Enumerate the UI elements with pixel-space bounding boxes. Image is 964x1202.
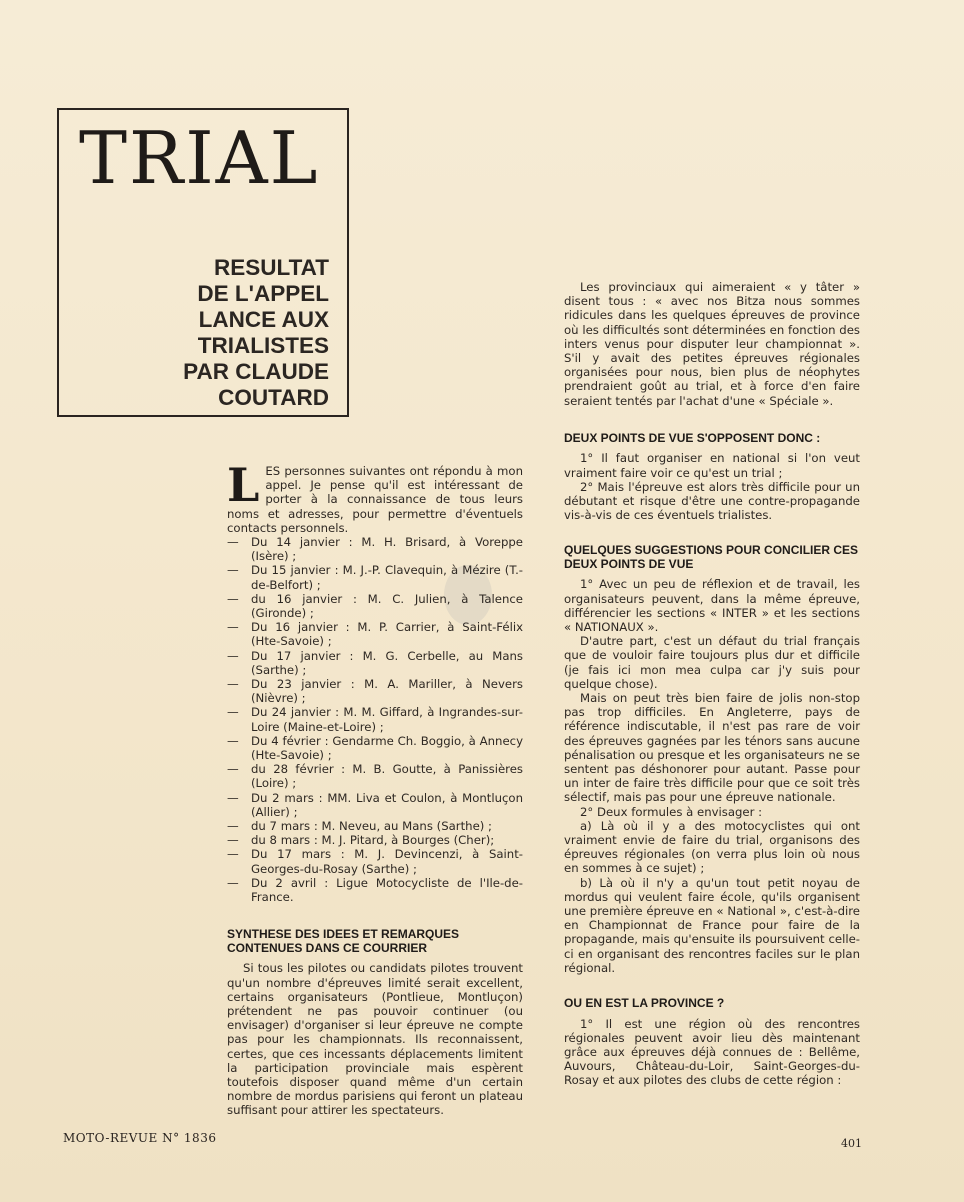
- article-title: TRIAL: [79, 116, 320, 200]
- section-heading-suggestions: QUELQUES SUGGESTIONS POUR CONCILIER CES DEUX POINTS DE VUE: [564, 543, 859, 571]
- intro-text: ES personnes suivantes ont répondu à mon appel. Je pense qu'il est intéressant de porter à la connaissance de tous leurs noms et adresses, pour permettre d'éventuels contacts personnels.: [227, 464, 523, 535]
- subtitle-line: COUTARD: [218, 385, 329, 410]
- subtitle-line: PAR CLAUDE: [183, 359, 329, 384]
- list-item: — Du 16 janvier : M. P. Carrier, à Saint-Félix (Hte-Savoie) ;: [227, 620, 523, 648]
- list-item: — du 7 mars : M. Neveu, au Mans (Sarthe) ;: [227, 819, 523, 833]
- footer-magazine: MOTO-REVUE N° 1836: [63, 1131, 217, 1145]
- list-item: — du 8 mars : M. J. Pitard, à Bourges (Cher);: [227, 833, 523, 847]
- list-item: — du 28 février : M. B. Goutte, à Panissières (Loire) ;: [227, 762, 523, 790]
- section-heading-synthese: SYNTHESE DES IDEES ET REMARQUES CONTENUES DANS CE COURRIER: [227, 927, 460, 955]
- list-item: — Du 17 mars : M. J. Devincenzi, à Saint-Georges-du-Rosay (Sarthe) ;: [227, 847, 523, 875]
- dropcap: L: [227, 458, 260, 512]
- list-item: — Du 23 janvier : M. A. Mariller, à Nevers (Nièvre) ;: [227, 677, 523, 705]
- list-item: — Du 14 janvier : M. H. Brisard, à Voreppe (Isère) ;: [227, 535, 523, 563]
- list-item: — Du 24 janvier : M. M. Giffard, à Ingrandes-sur-Loire (Maine-et-Loire) ;: [227, 705, 523, 733]
- paragraph: a) Là où il y a des motocyclistes qui ont vraiment envie de faire du trial, organisons des épreuves régionales (on verra plus loin où nous en sommes à ce sujet) ;: [564, 818, 860, 876]
- section-heading-province: OU EN EST LA PROVINCE ?: [564, 996, 725, 1011]
- list-item: — Du 4 février : Gendarme Ch. Boggio, à Annecy (Hte-Savoie) ;: [227, 734, 523, 762]
- synthese-paragraph: Si tous les pilotes ou candidats pilotes trouvent qu'un nombre d'épreuves limité serait excellent, certains organisateurs (Pontlieue, Montluçon) prétendent ne pas pouvoir continuer (ou envisager) d'organiser si leur épreuve ne compte pas pour les championnats. Ils reconnaissent, certes, que ces incessants déplacements limitent la participation provinciale mais espèrent toutefois disposer quand même d'un certain nombre de mordus parisiens qui feront un plateau suffisant pour attirer les spectateurs.: [227, 961, 523, 1118]
- subtitle-line: DE L'APPEL: [197, 281, 329, 306]
- paragraph: D'autre part, c'est un défaut du trial français que de vouloir faire toujours plus dur et difficile (je fais ici mon mea culpa car j'y suis pour quelque chose).: [564, 634, 860, 691]
- list-item: — Du 17 janvier : M. G. Cerbelle, au Mans (Sarthe) ;: [227, 649, 523, 677]
- left-column: [227, 458, 523, 1118]
- page-number: 401: [841, 1137, 862, 1150]
- subtitle-line: TRIALISTES: [197, 333, 329, 358]
- list-item: — Du 2 mars : MM. Liva et Coulon, à Montluçon (Allier) ;: [227, 791, 523, 819]
- section-heading-deux-points: DEUX POINTS DE VUE S'OPPOSENT DONC :: [564, 430, 821, 445]
- list-item: — Du 15 janvier : M. J.-P. Clavequin, à Mézire (T.-de-Belfort) ;: [227, 563, 523, 591]
- responses-list: [227, 535, 523, 904]
- subtitle-line: RESULTAT: [214, 255, 329, 280]
- paragraph: b) Là où il n'y a qu'un tout petit noyau de mordus qui veulent faire école, qu'ils organisent une première épreuve en « National », c'est-à-dire en Championnat de France pour faire de la propagande, mais qu'ensuite ils poursuivent celle-ci en organisant des rencontres faciles sur le plan régional.: [564, 875, 860, 975]
- list-item: — Du 2 avril : Ligue Motocycliste de l'Ile-de-France.: [227, 876, 523, 904]
- intro-paragraph: [227, 458, 523, 535]
- article-subtitle: [129, 255, 329, 411]
- paragraph: 2° Deux formules à envisager :: [580, 804, 763, 819]
- right-column: [564, 280, 860, 1088]
- paragraph: 1° Il faut organiser en national si l'on veut vraiment faire voir ce qu'est un trial ;: [564, 451, 860, 480]
- paragraph: Mais on peut très bien faire de jolis non-stop pas trop difficiles. En Angleterre, pays de référence indiscutable, il n'est pas rare de voir des épreuves gagnées par les ténors sans aucune pénalisation ou presque et les organisateurs ne se sentent pas déshonorer pour autant. Passe pour un inter de faire très difficile pour que ce soit très sélectif, mais pas pour une épreuve nationale.: [564, 690, 860, 805]
- title-box: [57, 108, 349, 417]
- list-item: — du 16 janvier : M. C. Julien, à Talence (Gironde) ;: [227, 592, 523, 620]
- provinciaux-paragraph: Les provinciaux qui aimeraient « y tâter » disent tous : « avec nos Bitza nous sommes ridicules dans les quelques épreuves de province où les difficultés sont déterminées en fonction des inters venus pour disputer leur championnat ». S'il y avait des petites épreuves régionales organisées pour nous, bien plus de néophytes prendraient goût au trial, et à force d'en faire seraient tentés par l'achat d'une « Spéciale ».: [564, 280, 860, 408]
- paragraph: 2° Mais l'épreuve est alors très difficile pour un débutant et risque d'être une contre-propagande vis-à-vis de ces éventuels trialistes.: [564, 479, 860, 523]
- subtitle-line: LANCE AUX: [198, 307, 329, 332]
- paragraph: 1° Avec un peu de réflexion et de travail, les organisateurs peuvent, dans la même épreuve, différencier les sections « INTER » et les sections « NATIONAUX ».: [564, 577, 860, 634]
- paragraph: 1° Il est une région où des rencontres régionales peuvent avoir lieu dès maintenant grâce aux épreuves déjà connues de : Bellême, Auvours, Château-du-Loir, Saint-Georges-du-Rosay et aux pilotes des clubs de cette région :: [564, 1016, 860, 1088]
